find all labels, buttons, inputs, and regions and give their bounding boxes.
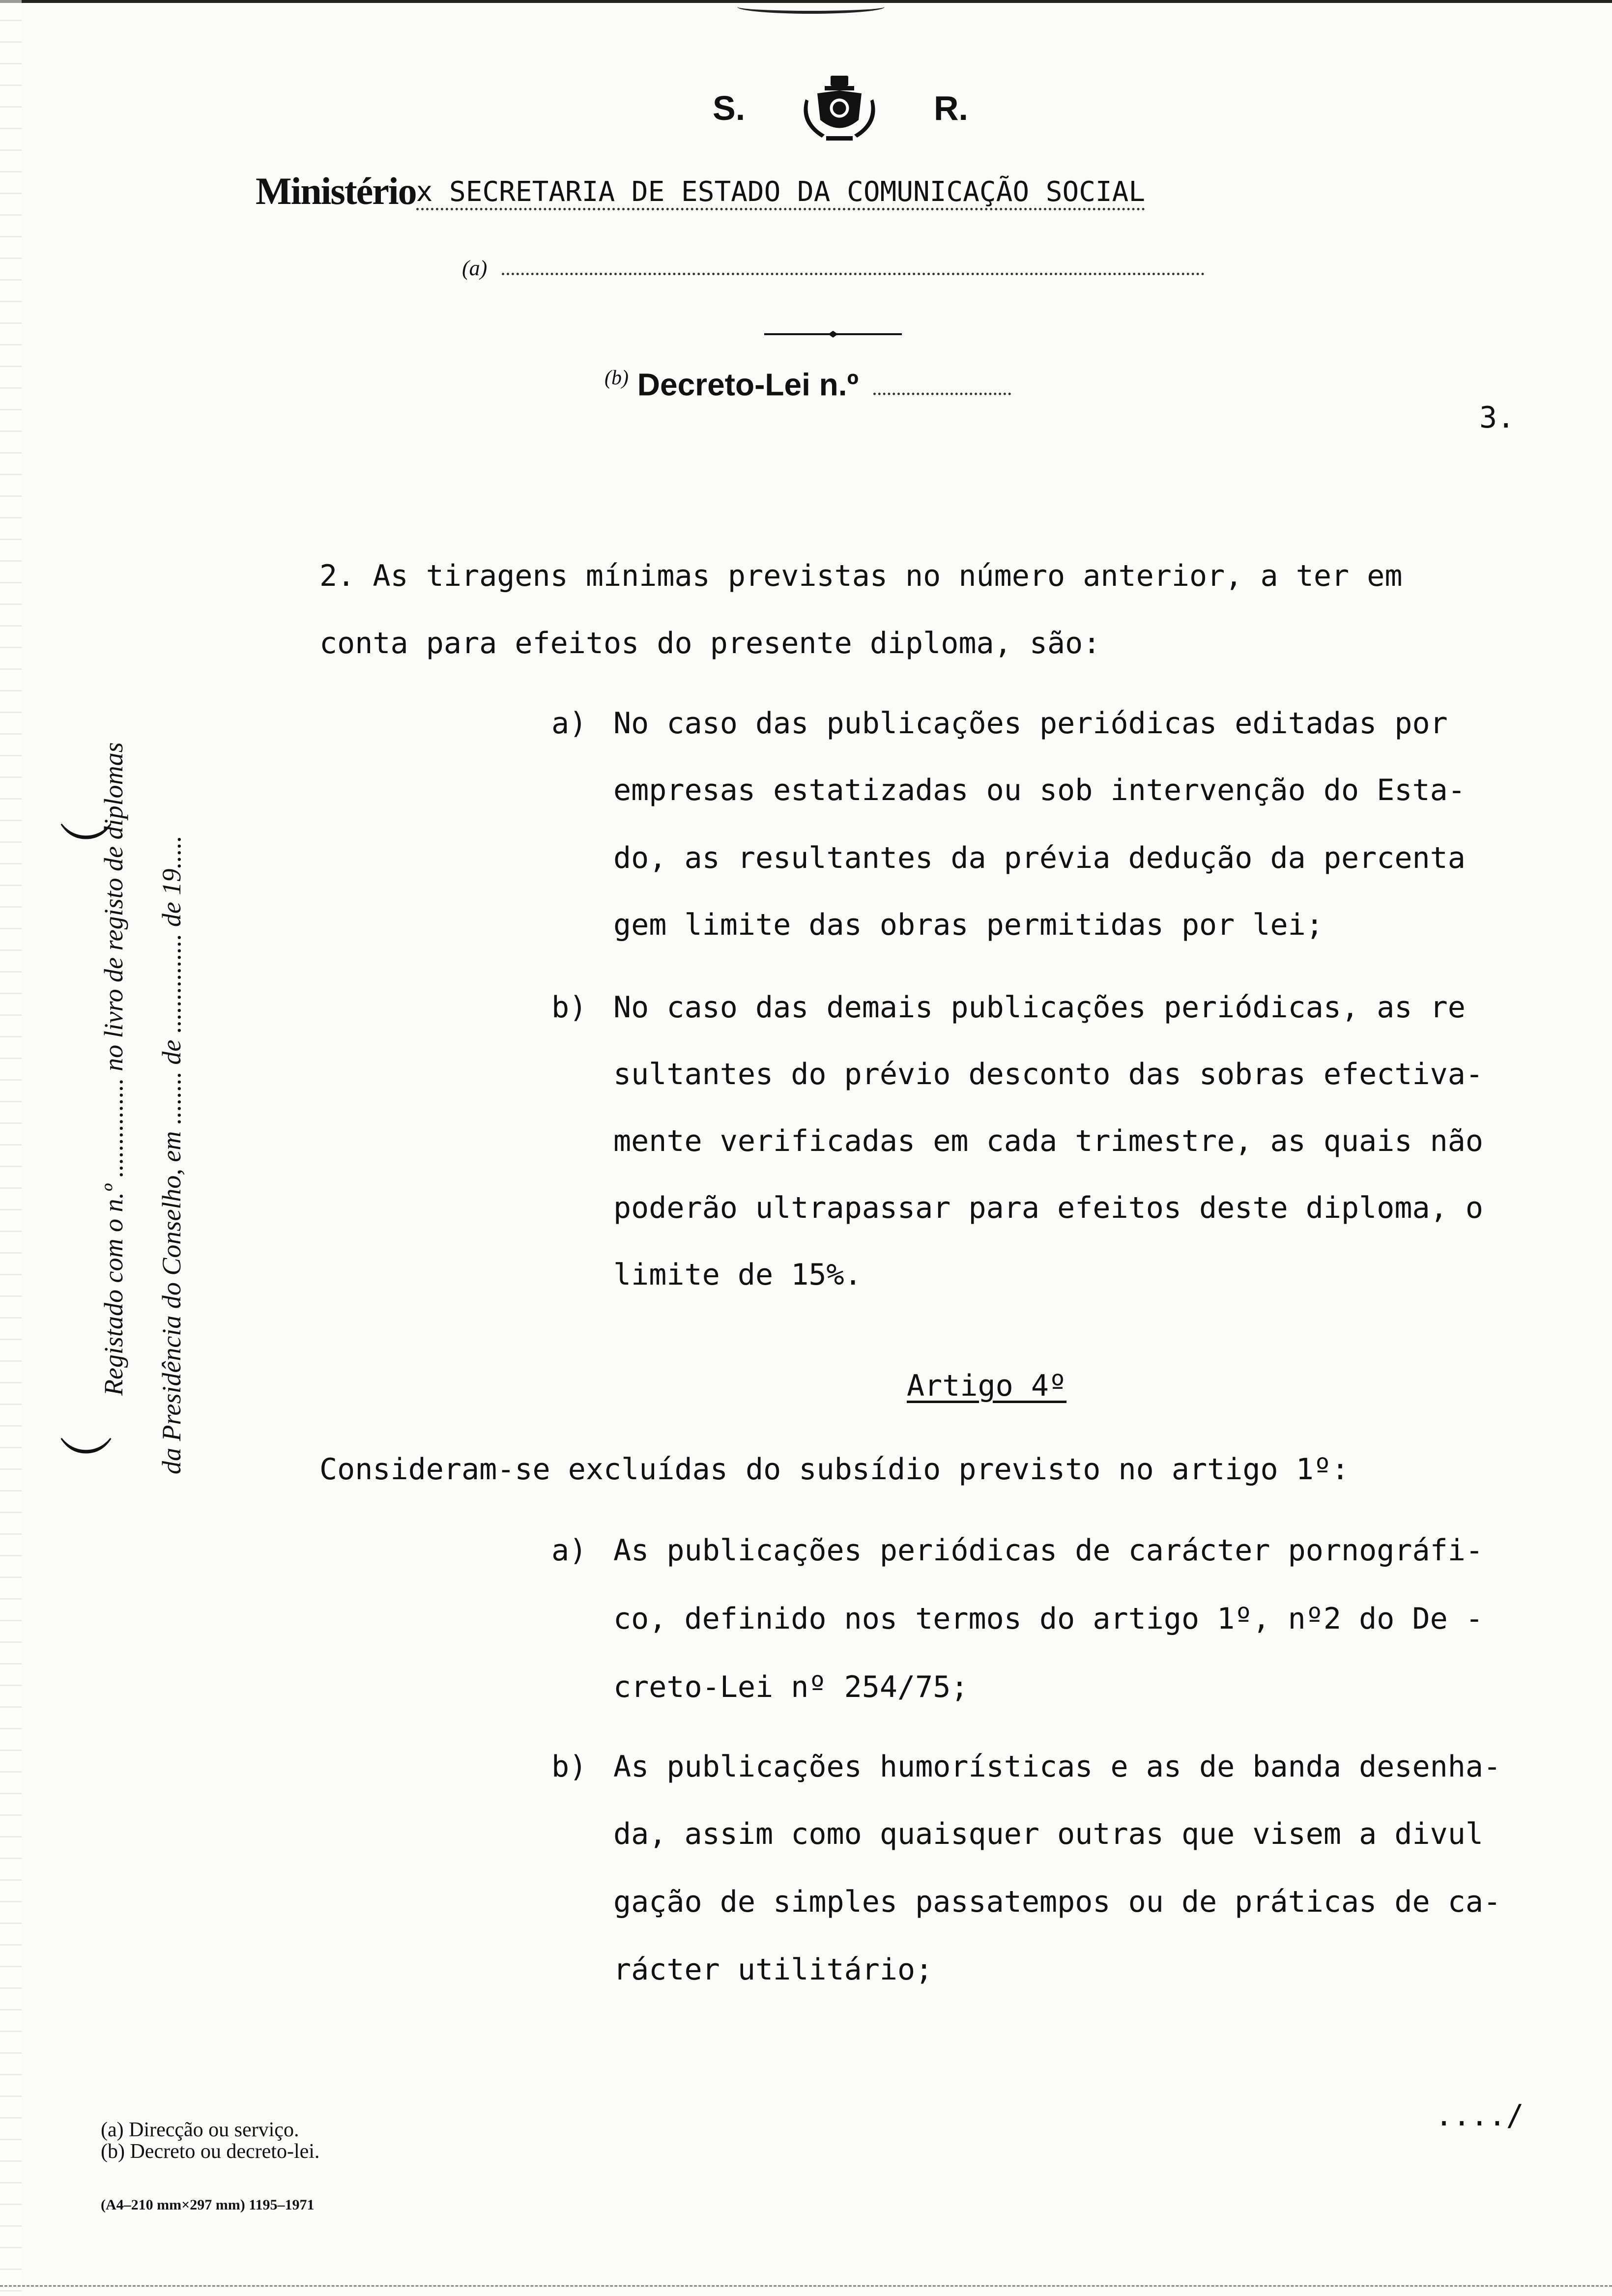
item-b-line: No caso das demais publicações periódicas, as re: [613, 990, 1466, 1025]
letterhead: [713, 74, 968, 143]
article-intro: Consideram-se excluídas do subsídio previsto no artigo 1º:: [319, 1452, 1350, 1487]
para2-line2: conta para efeitos do presente diploma, são:: [319, 626, 1101, 660]
item-b-line: sultantes do prévio desconto das sobras efectiva-: [613, 1057, 1484, 1091]
registration-line-1: Registado com o n.º ............... no livro de registo de diplomas: [99, 742, 128, 1396]
decree-line: [604, 366, 1011, 402]
art-a-line: creto-Lei nº 254/75;: [613, 1670, 969, 1704]
item-b-line: mente verificadas em cada trimestre, as quais não: [613, 1124, 1484, 1158]
item-a-line: empresas estatizadas ou sob intervenção do Esta-: [613, 773, 1466, 807]
item-a-line: gem limite das obras permitidas por lei;: [613, 908, 1324, 942]
ministry-name: x SECRETARIA DE ESTADO DA COMUNICAÇÃO SOCIAL: [416, 176, 1145, 210]
art-b-marker: b): [551, 1750, 587, 1784]
letter-s: S.: [713, 89, 746, 127]
art-b-line: As publicações humorísticas e as de banda desenha-: [613, 1750, 1501, 1784]
art-a-marker: a): [551, 1533, 587, 1568]
brace-bottom: ︶: [59, 1434, 113, 1494]
coat-of-arms-icon: [803, 71, 876, 145]
bottom-border: [0, 2285, 1612, 2288]
item-a-line: No caso das publicações periódicas editadas por: [613, 706, 1448, 741]
para2-line1: 2. As tiragens mínimas previstas no número anterior, a ter em: [319, 559, 1403, 593]
footnote-b: (b) Decreto ou decreto-lei.: [101, 2140, 320, 2163]
binding-edge: [0, 0, 22, 2296]
item-a-line: do, as resultantes da prévia dedução da percenta: [613, 841, 1466, 875]
decree-marker: (b): [604, 367, 629, 389]
brace-top: ︶: [59, 820, 113, 880]
diamond-rule-icon: [764, 329, 902, 339]
art-a-line: co, definido nos termos do artigo 1º, nº2 do De -: [613, 1602, 1484, 1636]
registration-line-2: da Presidência do Conselho, em ........ de ............... de 19.....: [157, 835, 186, 1474]
ministry-line: [256, 166, 1145, 210]
top-border-curve: [737, 0, 885, 14]
decree-label: Decreto-Lei n.º: [637, 367, 859, 402]
footnote-a: (a) Direcção ou serviço.: [101, 2119, 299, 2141]
form-reference: (A4–210 mm×297 mm) 1195–1971: [101, 2197, 315, 2213]
article-title: Artigo 4º: [907, 1369, 1067, 1403]
service-marker: (a): [462, 256, 488, 280]
art-b-line: da, assim como quaisquer outras que visem a divul: [613, 1817, 1484, 1851]
item-b-marker: b): [551, 990, 587, 1025]
continuation-mark: ..../: [1435, 2098, 1524, 2133]
service-blank: [502, 273, 1205, 275]
item-b-line: poderão ultrapassar para efeitos deste diploma, o: [613, 1191, 1484, 1225]
art-b-line: rácter utilitário;: [613, 1952, 933, 1987]
page-number: 3.: [1479, 401, 1515, 435]
item-a-marker: a): [551, 706, 587, 741]
art-b-line: gação de simples passatempos ou de práticas de ca-: [613, 1885, 1501, 1919]
service-line: [462, 256, 1205, 281]
art-a-line: As publicações periódicas de carácter pornográfi-: [613, 1533, 1484, 1568]
ministerio-overstrike: Ministério: [256, 170, 416, 212]
item-b-line: limite de 15%.: [613, 1258, 862, 1292]
letter-r: R.: [933, 89, 968, 127]
decree-blank: [873, 393, 1011, 395]
